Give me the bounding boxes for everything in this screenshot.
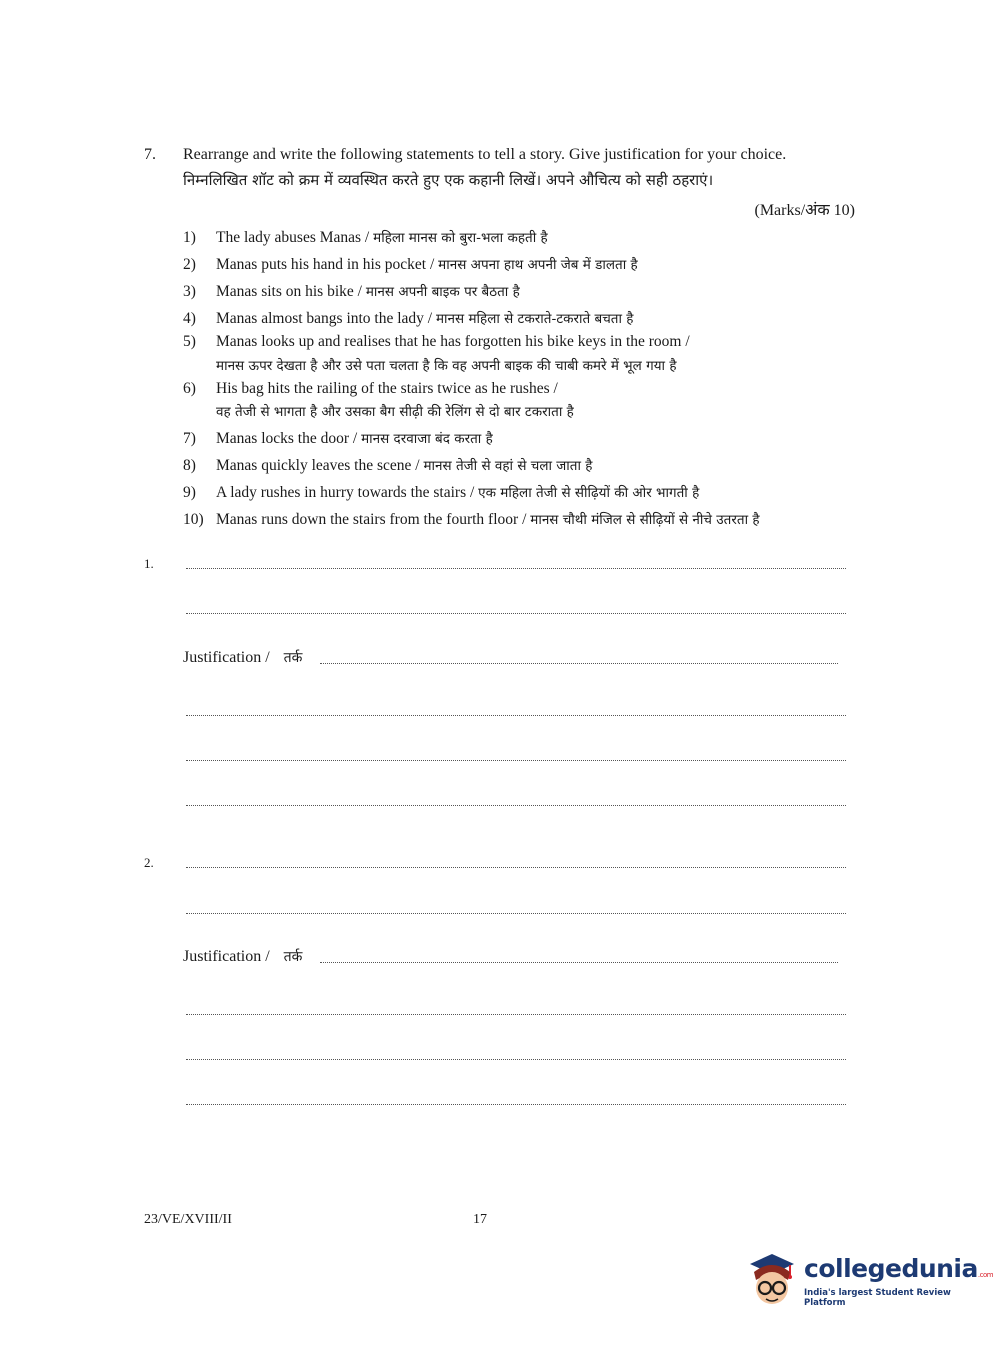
answer-line[interactable] bbox=[186, 1104, 846, 1105]
statement-hi: मानस महिला से टकराते-टकराते बचता है bbox=[435, 311, 634, 327]
answer-number: 1. bbox=[144, 556, 154, 571]
statement-en: Manas puts his hand in his pocket / bbox=[216, 256, 439, 273]
statement-number: 1) bbox=[183, 229, 196, 246]
statement-number: 6) bbox=[183, 380, 196, 397]
statement-item bbox=[183, 429, 493, 448]
statement-hi: एक महिला तेजी से सीढ़ियों की ओर भागती है bbox=[478, 485, 700, 501]
statement-en: Manas sits on his bike / bbox=[216, 283, 366, 300]
answer-line[interactable] bbox=[186, 568, 846, 569]
statement-number: 10) bbox=[183, 511, 204, 528]
statement-en: A lady rushes in hurry towards the stairs / bbox=[216, 484, 479, 501]
page-number: 17 bbox=[473, 1212, 487, 1227]
statement-hi: मानस अपनी बाइक पर बैठता है bbox=[365, 284, 520, 300]
statement-item bbox=[183, 380, 558, 398]
statement-hi: मानस दरवाजा बंद करता है bbox=[361, 431, 493, 447]
statement-number: 4) bbox=[183, 310, 196, 327]
statement-number: 7) bbox=[183, 430, 196, 447]
question-text-hi: निम्नलिखित शॉट को क्रम में व्यवस्थित करते हुए एक कहानी लिखें। अपने औचित्य को सही ठहराएं। bbox=[183, 171, 714, 189]
statement-en: Manas quickly leaves the scene / bbox=[216, 457, 424, 474]
answer-line[interactable] bbox=[186, 613, 846, 614]
statement-item bbox=[183, 456, 592, 475]
statement-en: The lady abuses Manas / bbox=[216, 229, 374, 246]
statement-item bbox=[183, 309, 633, 328]
statement-item bbox=[183, 483, 699, 502]
logo-tagline: India's largest Student Review Platform bbox=[804, 1288, 951, 1308]
justification-en: Justification / bbox=[183, 649, 274, 666]
statement-en: Manas locks the door / bbox=[216, 430, 362, 447]
justification-hi: तर्क bbox=[283, 650, 303, 666]
logo-wordmark: collegedunia.com bbox=[804, 1254, 994, 1283]
statement-item bbox=[183, 255, 638, 274]
statement-en: Manas runs down the stairs from the fourth floor / bbox=[216, 511, 531, 528]
justification-line[interactable] bbox=[320, 663, 838, 664]
answer-line[interactable] bbox=[186, 715, 846, 716]
collegedunia-logo bbox=[742, 1250, 994, 1310]
statement-hi: मानस चौथी मंजिल से सीढ़ियों से नीचे उतरता है bbox=[530, 512, 760, 528]
justification-line[interactable] bbox=[320, 962, 838, 963]
answer-line[interactable] bbox=[186, 805, 846, 806]
statement-hi: मानस तेजी से वहां से चला जाता है bbox=[423, 458, 593, 474]
justification-hi: तर्क bbox=[283, 949, 303, 965]
answer-line[interactable] bbox=[186, 913, 846, 914]
statement-item bbox=[183, 282, 520, 301]
answer-line[interactable] bbox=[186, 1014, 846, 1015]
marks-label: (Marks/अंक 10) bbox=[754, 202, 855, 219]
paper-code: 23/VE/XVIII/II bbox=[144, 1212, 232, 1227]
answer-line[interactable] bbox=[186, 760, 846, 761]
question-text-en: Rearrange and write the following statements to tell a story. Give justification for your choice. bbox=[183, 146, 787, 163]
logo-com-suffix: .com bbox=[977, 1271, 994, 1279]
answer-line[interactable] bbox=[186, 1059, 846, 1060]
justification-label bbox=[183, 648, 302, 667]
statement-en: Manas almost bangs into the lady / bbox=[216, 310, 436, 327]
statement-number: 8) bbox=[183, 457, 196, 474]
statement-hi: महिला मानस को बुरा-भला कहती है bbox=[373, 230, 548, 246]
justification-label bbox=[183, 947, 302, 966]
statement-hi-line2: वह तेजी से भागता है और उसका बैग सीढ़ी की रेलिंग से दो बार टकराता है bbox=[216, 404, 574, 420]
statement-number: 2) bbox=[183, 256, 196, 273]
statement-en: Manas looks up and realises that he has forgotten his bike keys in the room / bbox=[216, 333, 690, 350]
justification-en: Justification / bbox=[183, 948, 274, 965]
statement-item bbox=[183, 510, 760, 529]
statement-hi-line2: मानस ऊपर देखता है और उसे पता चलता है कि वह अपनी बाइक की चाबी कमरे में भूल गया है bbox=[216, 358, 677, 374]
statement-en: His bag hits the railing of the stairs twice as he rushes / bbox=[216, 380, 558, 397]
statement-number: 9) bbox=[183, 484, 196, 501]
answer-number: 2. bbox=[144, 855, 154, 870]
answer-line[interactable] bbox=[186, 867, 846, 868]
statement-hi: मानस अपना हाथ अपनी जेब में डालता है bbox=[438, 257, 638, 273]
question-number: 7. bbox=[144, 146, 156, 163]
statement-number: 3) bbox=[183, 283, 196, 300]
mascot-icon bbox=[742, 1250, 802, 1312]
statement-number: 5) bbox=[183, 333, 196, 350]
statement-item bbox=[183, 333, 690, 351]
statement-item bbox=[183, 228, 548, 247]
